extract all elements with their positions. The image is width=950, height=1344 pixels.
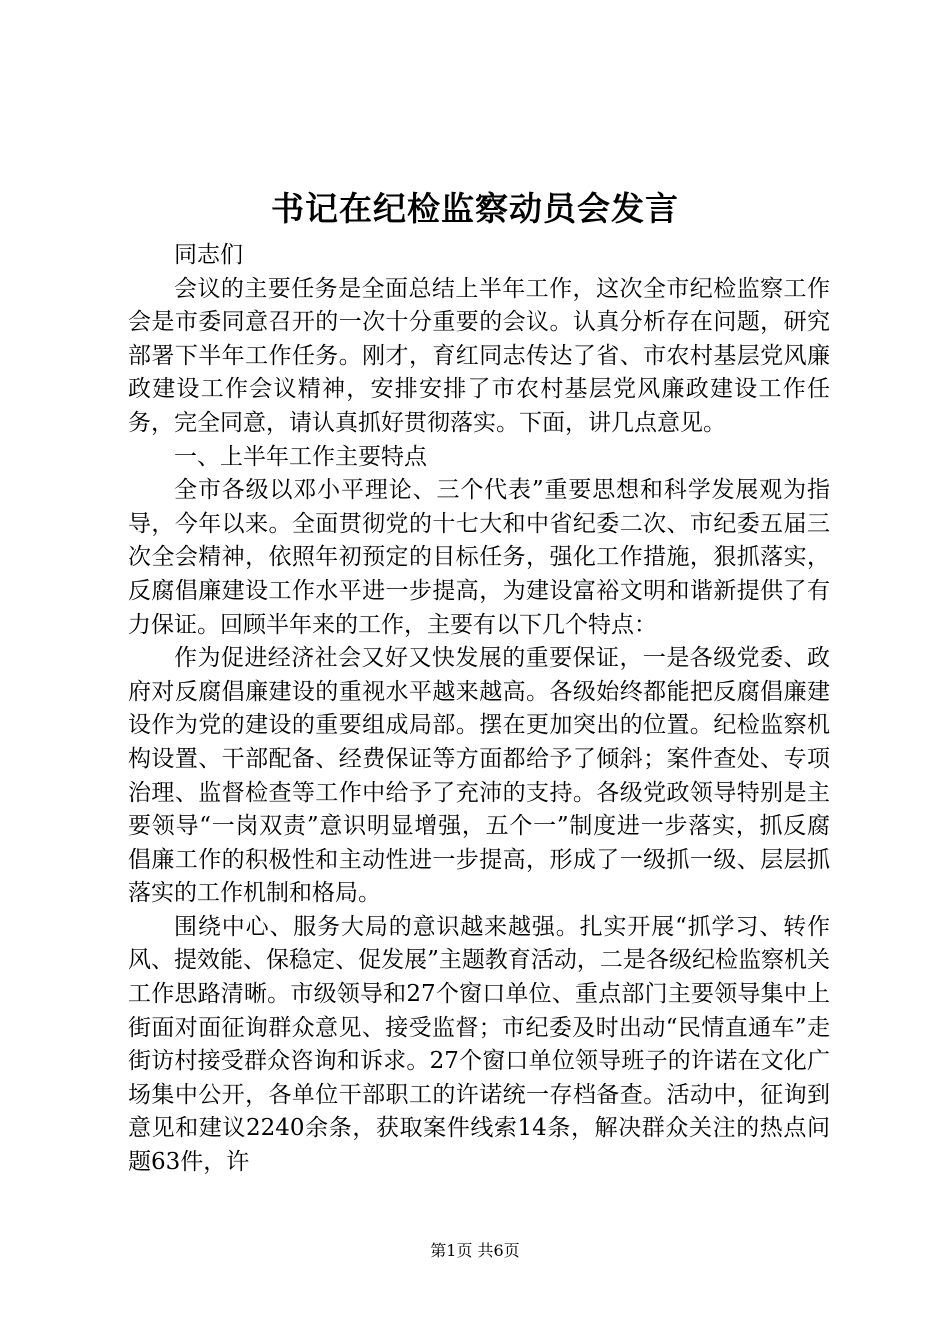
page-number-footer: 第1页 共6页 (430, 1241, 520, 1260)
paragraph-overview: 全市各级以邓小平理论、三个代表”重要思想和科学发展观为指导，今年以来。全面贯彻党的十七大和中省纪委二次、市纪委五届三次全会精神，依照年初预定的目标任务，强化工作措施，狠抓落实，反腐倡廉建设工作水平进一步提高，为建设富裕文明和谐新提供了有力保证。回顾半年来的工作，主要有以下几个特点： (128, 477, 830, 638)
document-title: 书记在纪检监察动员会发言 (271, 189, 679, 228)
paragraph-point-one: 作为促进经济社会又好又快发展的重要保证，一是各级党委、政府对反腐倡廉建设的重视水平越来越高。各级始终都能把反腐倡廉建设作为党的建设的重要组成局部。摆在更加突出的位置。纪检监察机构设置、干部配备、经费保证等方面都给予了倾斜；案件查处、专项治理、监督检查等工作中给予了充沛的支持。各级党政领导特别是主要领导“一岗双责”意识明显增强，五个一”制度进一步落实，抓反腐倡廉工作的积极性和主动性进一步提高，形成了一级抓一级、层层抓落实的工作机制和格局。 (128, 645, 830, 907)
document-body (128, 239, 830, 1180)
paragraph-point-two: 围绕中心、服务大局的意识越来越强。扎实开展“抓学习、转作风、提效能、保稳定、促发展”主题教育活动，二是各级纪检监察机关工作思路清晰。市级领导和27个窗口单位、重点部门主要领导集中上街面对面征询群众意见、接受监督；市纪委及时出动“民情直通车”走街访村接受群众咨询和诉求。27个窗口单位领导班子的许诺在文化广场集中公开，各单位干部职工的许诺统一存档备查。活动中，征询到意见和建议2240余条，获取案件线索14条，解决群众关注的热点问题63件，许 (128, 913, 830, 1176)
section-heading: 一、上半年工作主要特点 (174, 443, 427, 470)
salutation: 同志们 (174, 242, 243, 268)
paragraph-intro: 会议的主要任务是全面总结上半年工作，这次全市纪检监察工作会是市委同意召开的一次十分重要的会议。认真分析存在问题，研究部署下半年工作任务。刚才，育红同志传达了省、市农村基层党风廉政建设工作会议精神，安排安排了市农村基层党风廉政建设工作任务，完全同意，请认真抓好贯彻落实。下面，讲几点意见。 (128, 275, 830, 436)
